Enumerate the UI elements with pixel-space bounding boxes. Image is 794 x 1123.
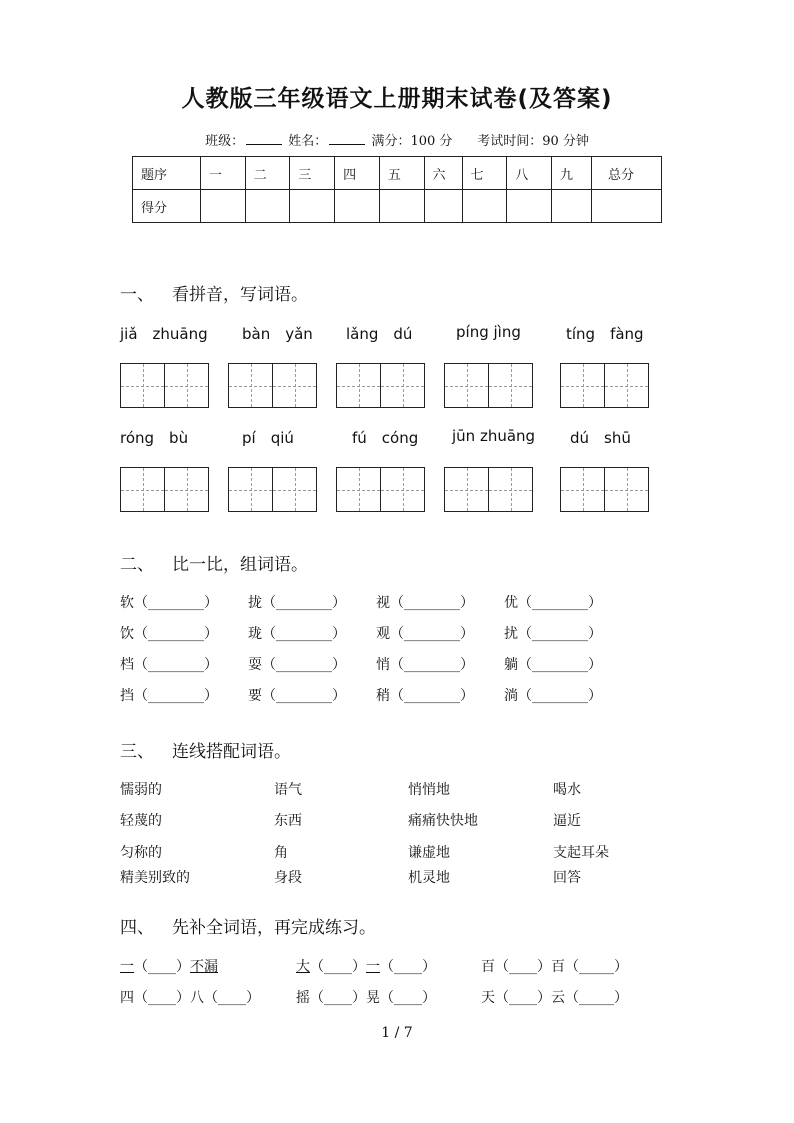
match-word[interactable]: 机灵地 (408, 870, 450, 886)
score-table-score-row (133, 190, 662, 223)
tianzige-cell[interactable] (164, 363, 209, 408)
compare-item: 拢（________） (248, 595, 346, 611)
answer-blank[interactable]: （________） (262, 595, 346, 611)
answer-blank[interactable]: （_____） (565, 959, 628, 975)
section-1-title: 看拼音，写词语。 (172, 285, 308, 305)
score-cell: 八 (507, 157, 552, 190)
tianzige-pair[interactable] (444, 363, 533, 408)
match-word[interactable]: 身段 (274, 870, 302, 886)
tianzige-cell[interactable] (560, 363, 605, 408)
tianzige-cell[interactable] (228, 467, 273, 512)
compare-item: 扰（________） (504, 626, 602, 642)
match-word[interactable]: 痛痛快快地 (408, 813, 478, 829)
tianzige-cell[interactable] (560, 467, 605, 512)
score-cell: 七 (462, 157, 507, 190)
compare-item: 躺（________） (504, 657, 602, 673)
pinyin-label: tíng fàng (566, 325, 644, 343)
tianzige-cell[interactable] (604, 363, 649, 408)
section-2-number: 二、 (120, 555, 154, 575)
match-word[interactable]: 语气 (274, 782, 302, 798)
match-word[interactable]: 角 (274, 845, 288, 861)
answer-blank[interactable]: （________） (518, 657, 602, 673)
pinyin-label: jiǎ zhuāng (120, 325, 208, 343)
section-3-title: 连线搭配词语。 (172, 742, 291, 762)
score-input-cell[interactable] (552, 190, 592, 223)
exam-info-line (0, 130, 794, 149)
section-4-title: 先补全词语，再完成练习。 (172, 918, 376, 938)
name-blank[interactable] (329, 132, 365, 145)
section-2-heading (120, 550, 308, 575)
match-word[interactable]: 轻蔑的 (120, 813, 162, 829)
tianzige-cell[interactable] (488, 363, 533, 408)
section-3-number: 三、 (120, 742, 154, 762)
tianzige-cell[interactable] (272, 363, 317, 408)
class-label: 班级： (205, 134, 245, 149)
answer-blank[interactable]: （____） (380, 990, 436, 1006)
tianzige-cell[interactable] (444, 467, 489, 512)
name-label: 姓名： (288, 134, 328, 149)
idiom-item: 大（____）一（____） (296, 959, 436, 975)
section-1-heading (120, 280, 308, 305)
idiom-item: 百（____）百（_____） (481, 959, 628, 975)
compare-item: 优（________） (504, 595, 602, 611)
answer-blank[interactable]: （____） (134, 959, 190, 975)
tianzige-pair[interactable] (336, 467, 425, 512)
tianzige-pair[interactable] (120, 467, 209, 512)
answer-blank[interactable]: （________） (390, 657, 474, 673)
answer-blank[interactable]: （________） (390, 626, 474, 642)
exam-title: 人教版三年级语文上册期末试卷(及答案) (181, 86, 613, 112)
tianzige-cell[interactable] (164, 467, 209, 512)
compare-item: 要（________） (248, 688, 346, 704)
score-table-header-row (133, 157, 662, 190)
section-2-title: 比一比，组词语。 (172, 555, 308, 575)
score-cell: 三 (290, 157, 335, 190)
tianzige-pair[interactable] (560, 467, 649, 512)
score-input-cell[interactable] (335, 190, 380, 223)
score-cell: 五 (379, 157, 424, 190)
score-cell: 九 (552, 157, 592, 190)
answer-blank[interactable]: （________） (518, 688, 602, 704)
match-word[interactable]: 懦弱的 (120, 782, 162, 798)
score-input-cell[interactable] (245, 190, 290, 223)
match-word[interactable]: 匀称的 (120, 845, 162, 861)
score-cell: 总分 (592, 157, 662, 190)
answer-blank[interactable]: （____） (204, 990, 260, 1006)
compare-item: 软（________） (120, 595, 218, 611)
pinyin-label: bàn yǎn (242, 325, 313, 343)
answer-blank[interactable]: （________） (390, 688, 474, 704)
tianzige-cell[interactable] (336, 363, 381, 408)
pinyin-label: lǎng dú (346, 325, 413, 343)
score-input-cell[interactable] (424, 190, 462, 223)
score-cell: 四 (335, 157, 380, 190)
tianzige-cell[interactable] (380, 467, 425, 512)
tianzige-cell[interactable] (228, 363, 273, 408)
tianzige-cell[interactable] (272, 467, 317, 512)
compare-item: 耍（________） (248, 657, 346, 673)
section-4-heading (120, 913, 376, 938)
compare-item: 视（________） (376, 595, 474, 611)
section-4-number: 四、 (120, 918, 154, 938)
tianzige-cell[interactable] (120, 467, 165, 512)
answer-blank[interactable]: （________） (262, 657, 346, 673)
tianzige-cell[interactable] (444, 363, 489, 408)
match-word[interactable]: 回答 (553, 870, 581, 886)
compare-item: 珑（________） (248, 626, 346, 642)
compare-item: 挡（________） (120, 688, 218, 704)
section-3-heading (120, 737, 291, 762)
answer-blank[interactable]: （________） (262, 688, 346, 704)
compare-item: 稍（________） (376, 688, 474, 704)
score-cell: 题序 (133, 157, 201, 190)
tianzige-pair[interactable] (228, 363, 317, 408)
score-input-cell[interactable] (462, 190, 507, 223)
tianzige-pair[interactable] (120, 363, 209, 408)
answer-blank[interactable]: （________） (390, 595, 474, 611)
pinyin-label: dú shū (570, 429, 631, 447)
match-word[interactable]: 谦虚地 (408, 845, 450, 861)
match-word[interactable]: 喝水 (553, 782, 581, 798)
answer-blank[interactable]: （____） (495, 990, 551, 1006)
pinyin-label: jūn zhuāng (452, 427, 536, 445)
tianzige-pair[interactable] (336, 363, 425, 408)
tianzige-pair[interactable] (228, 467, 317, 512)
pinyin-label: fú cóng (352, 429, 419, 447)
score-row-label: 得分 (133, 190, 201, 223)
tianzige-cell[interactable] (488, 467, 533, 512)
score-cell: 一 (201, 157, 246, 190)
compare-item: 档（________） (120, 657, 218, 673)
answer-blank[interactable]: （____） (134, 990, 190, 1006)
match-word[interactable]: 悄悄地 (408, 782, 450, 798)
answer-blank[interactable]: （________） (134, 626, 218, 642)
compare-item: 悄（________） (376, 657, 474, 673)
answer-blank[interactable]: （________） (262, 626, 346, 642)
answer-blank[interactable]: （____） (310, 959, 366, 975)
match-word[interactable]: 东西 (274, 813, 302, 829)
score-table (132, 156, 662, 223)
idiom-item: 一（____）不漏 (120, 959, 218, 975)
idiom-item: 摇（____）晃（____） (296, 990, 436, 1006)
answer-blank[interactable]: （_____） (565, 990, 628, 1006)
match-word[interactable]: 支起耳朵 (553, 845, 609, 861)
pinyin-label: pí qiú (242, 429, 294, 447)
class-blank[interactable] (246, 132, 282, 145)
page-number: 1 / 7 (381, 1025, 413, 1041)
pinyin-label: róng bù (120, 429, 189, 447)
idiom-item: 天（____）云（_____） (481, 990, 628, 1006)
score-cell: 六 (424, 157, 462, 190)
match-word[interactable]: 逼近 (553, 813, 581, 829)
full-score: 满分：100 分 (371, 134, 453, 149)
exam-time: 考试时间：90 分钟 (477, 134, 589, 149)
score-input-cell[interactable] (592, 190, 662, 223)
tianzige-cell[interactable] (336, 467, 381, 512)
compare-item: 淌（________） (504, 688, 602, 704)
answer-blank[interactable]: （________） (518, 626, 602, 642)
answer-blank[interactable]: （____） (495, 959, 551, 975)
compare-item: 饮（________） (120, 626, 218, 642)
answer-blank[interactable]: （________） (134, 688, 218, 704)
score-cell: 二 (245, 157, 290, 190)
answer-blank[interactable]: （________） (518, 595, 602, 611)
section-1-number: 一、 (120, 285, 154, 305)
tianzige-pair[interactable] (560, 363, 649, 408)
answer-blank[interactable]: （____） (380, 959, 436, 975)
tianzige-cell[interactable] (604, 467, 649, 512)
compare-item: 观（________） (376, 626, 474, 642)
pinyin-label: píng jìng (456, 323, 521, 341)
answer-blank[interactable]: （________） (134, 595, 218, 611)
tianzige-cell[interactable] (120, 363, 165, 408)
score-input-cell[interactable] (379, 190, 424, 223)
tianzige-cell[interactable] (380, 363, 425, 408)
score-input-cell[interactable] (290, 190, 335, 223)
tianzige-pair[interactable] (444, 467, 533, 512)
score-input-cell[interactable] (507, 190, 552, 223)
match-word[interactable]: 精美别致的 (120, 870, 190, 886)
answer-blank[interactable]: （____） (310, 990, 366, 1006)
idiom-item: 四（____）八（____） (120, 990, 260, 1006)
answer-blank[interactable]: （________） (134, 657, 218, 673)
score-input-cell[interactable] (201, 190, 246, 223)
